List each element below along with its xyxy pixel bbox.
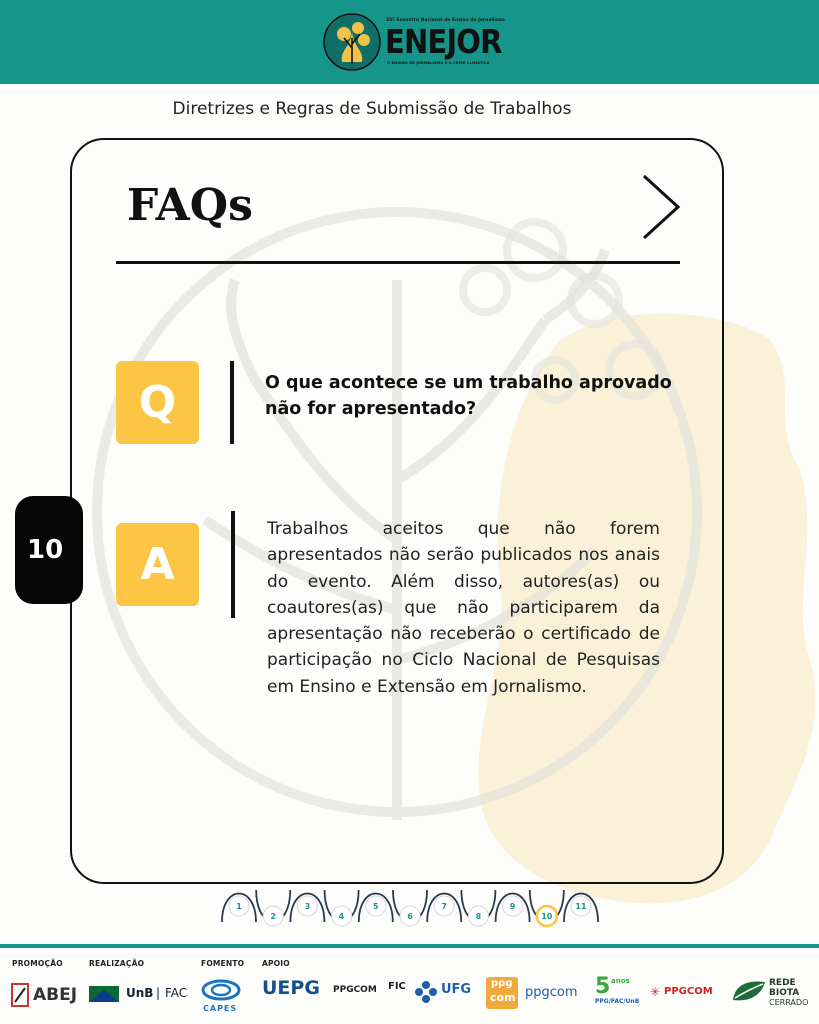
abej-text: ABEJ [33,985,78,1005]
ufg-icon [414,980,438,1004]
ufg-text: UFG [441,982,472,997]
page-dot-label: 3 [304,902,311,911]
question-text: O que acontece se um trabalho aprovado não for apresentado? [265,373,672,419]
page-dot-10[interactable] [530,890,564,926]
page-dot-9[interactable] [496,894,530,923]
tree-emblem-icon [322,12,382,72]
anos-label: anos [611,977,630,985]
uepg-text: UEPG [262,977,320,999]
ppg-fac-unb-text: PPG/FAC/UnB [595,998,640,1005]
pagination [219,886,609,934]
page-dot-label: 5 [373,902,379,911]
page-dot-3[interactable] [290,894,324,923]
fic-text: FIC [388,981,406,992]
faq-card [70,138,724,884]
page-dot-7[interactable] [427,894,461,923]
logo-title: ENEJOR [385,22,502,61]
unb-flag-icon [89,986,119,1002]
title-divider [116,261,680,264]
unb-text: UnB [126,986,154,1000]
footer-label-realizacao: REALIZAÇÃO [89,959,145,968]
answer-divider [231,511,235,618]
rede-text: REDE [769,978,796,988]
page-dot-label: 9 [509,902,516,911]
page-dot-5[interactable] [359,894,393,923]
question-badge: Q [116,361,199,444]
page-dot-2[interactable] [256,890,290,926]
page-dot-4[interactable] [325,890,359,926]
fac-text: FAC [165,986,188,1000]
chevron-right-icon[interactable] [638,172,684,242]
leaf-icon [731,978,767,1004]
page-dot-11[interactable] [564,894,598,923]
page-number-label: 10 [27,535,64,565]
footer-label-fomento: FOMENTO [201,959,245,968]
question-divider [230,361,234,444]
anos-number: 5 [595,974,611,999]
page-number-tab [15,496,83,604]
page-dot-label: 1 [236,902,242,911]
page-dot-8[interactable] [461,890,495,926]
cerrado-text: CERRADO [769,998,809,1007]
footer-label-apoio: APOIO [262,959,290,968]
logo-subtitle: O ENSINO DE JORNALISMO E A CRISE CLIMÁTICA [387,60,490,65]
ppgcom-1-text: PPGCOM [333,985,377,995]
ppgcom-3-text: ppgcom [525,985,578,1000]
capes-icon [201,978,241,1004]
abej-icon [11,982,31,1008]
page-dot-label: 10 [541,912,553,921]
page-dot-label: 7 [441,902,447,911]
footer-divider [0,944,819,948]
page-dot-label: 11 [575,902,587,911]
ppgcom-2-bottom: com [490,991,516,1004]
page-dot-label: 8 [475,912,482,921]
logo-small-text: 25º Encontro Nacional de Ensino de Jornalismo [386,18,505,23]
answer-text: Trabalhos aceitos que não forem apresentados não serão publicados nos anais do evento. Além disso, autores(as) ou coautores(as) que não participarem da apresentação não receberão o certificado de participação no Ciclo Nacional de Pesquisas em Ensino e Extensão em Jornalismo. [267,519,660,697]
page-dot-6[interactable] [393,890,427,926]
page-heading: Diretrizes e Regras de Submissão de Trabalhos [172,99,572,119]
ppgcom-2-top: ppg [491,978,513,989]
faq-title: FAQs [127,180,253,231]
answer-badge: A [116,523,199,606]
ppgcom-4-icon: ✳ [650,985,661,999]
page-dot-label: 6 [407,912,413,921]
page-dot-label: 4 [338,912,345,921]
footer-label-promocao: PROMOÇÃO [12,959,63,968]
capes-text: CAPES [203,1004,238,1013]
biota-text: BIOTA [769,988,800,998]
enejor-logo[interactable] [322,12,505,72]
page-dot-1[interactable] [222,894,256,923]
ppgcom-4-text: PPGCOM [664,986,713,997]
page-dot-label: 2 [270,912,276,921]
